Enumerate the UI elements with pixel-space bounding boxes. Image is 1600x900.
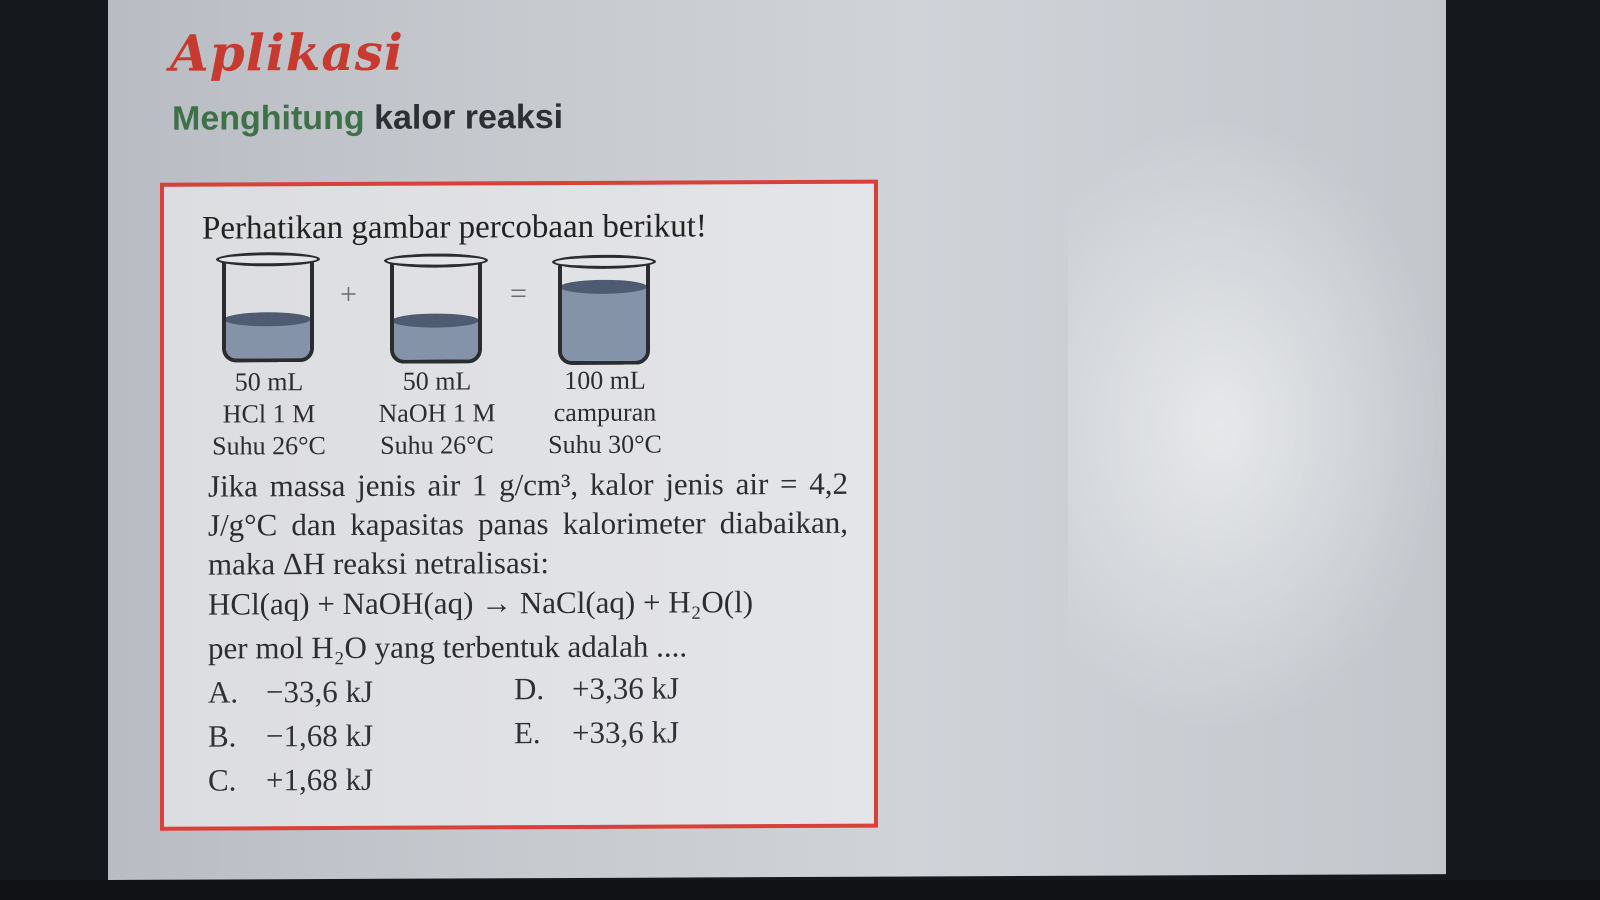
caption-volume: 100 mL <box>564 365 646 396</box>
option-e[interactable] <box>514 715 679 752</box>
beaker-glass <box>390 259 482 363</box>
question-paragraph: Jika massa jenis air 1 g/cm³, kalor jenis air = 4,2 J/g°C dan kapasitas panas kalorimeter diabaikan, maka ΔH reaksi netralisasi: <box>208 465 848 582</box>
option-value: −33,6 kJ <box>266 673 374 710</box>
caption-volume: 50 mL <box>234 367 304 397</box>
option-letter: B. <box>208 718 237 754</box>
subtitle-green-part: Menghitung <box>172 98 365 138</box>
option-d[interactable] <box>514 671 679 708</box>
beaker-liquid <box>226 318 310 358</box>
beaker-glass <box>222 258 314 362</box>
plus-sign: + <box>340 277 357 311</box>
slide-subtitle <box>172 98 563 139</box>
option-letter: C. <box>208 762 237 798</box>
beaker-liquid <box>394 319 478 359</box>
caption-volume: 50 mL <box>402 366 472 396</box>
beaker-hcl <box>222 252 318 364</box>
option-b[interactable] <box>208 718 373 755</box>
beaker-naoh-caption <box>362 365 512 462</box>
reaction-equation: HCl(aq) + NaOH(aq) → NaCl(aq) + H₂O(l) <box>208 584 754 622</box>
beaker-mixture <box>558 255 654 367</box>
equals-sign: = <box>510 277 527 311</box>
beaker-glass <box>558 261 650 365</box>
beaker-mixture-caption <box>530 365 680 462</box>
option-letter: D. <box>514 671 545 707</box>
option-letter: A. <box>208 674 239 710</box>
beaker-hcl-caption <box>194 366 344 463</box>
option-value: +1,68 kJ <box>266 761 374 798</box>
subtitle-dark-part: kalor reaksi <box>374 98 564 137</box>
beaker-naoh <box>390 253 486 365</box>
option-value: +3,36 kJ <box>572 670 680 706</box>
beaker-liquid <box>562 286 646 361</box>
option-value: +33,6 kJ <box>572 714 680 750</box>
option-a[interactable] <box>208 674 373 711</box>
caption-solution: NaOH 1 M <box>378 398 496 428</box>
screen-glare <box>1068 114 1448 736</box>
slide-title: Aplikasi <box>170 22 404 83</box>
monitor-bezel-bottom <box>0 880 1600 900</box>
question-intro: Perhatikan gambar percobaan berikut! <box>202 208 707 247</box>
slide-screen <box>108 0 1446 880</box>
option-letter: E. <box>514 715 541 751</box>
caption-temp: Suhu 30°C <box>548 429 662 460</box>
caption-temp: Suhu 26°C <box>212 431 326 461</box>
caption-temp: Suhu 26°C <box>380 430 494 460</box>
caption-solution: HCl 1 M <box>222 399 316 429</box>
question-box <box>160 180 878 831</box>
caption-solution: campuran <box>553 397 657 428</box>
option-value: −1,68 kJ <box>266 717 374 754</box>
option-c[interactable] <box>208 762 373 799</box>
question-stem-end: per mol H₂O yang terbentuk adalah .... <box>208 628 688 666</box>
